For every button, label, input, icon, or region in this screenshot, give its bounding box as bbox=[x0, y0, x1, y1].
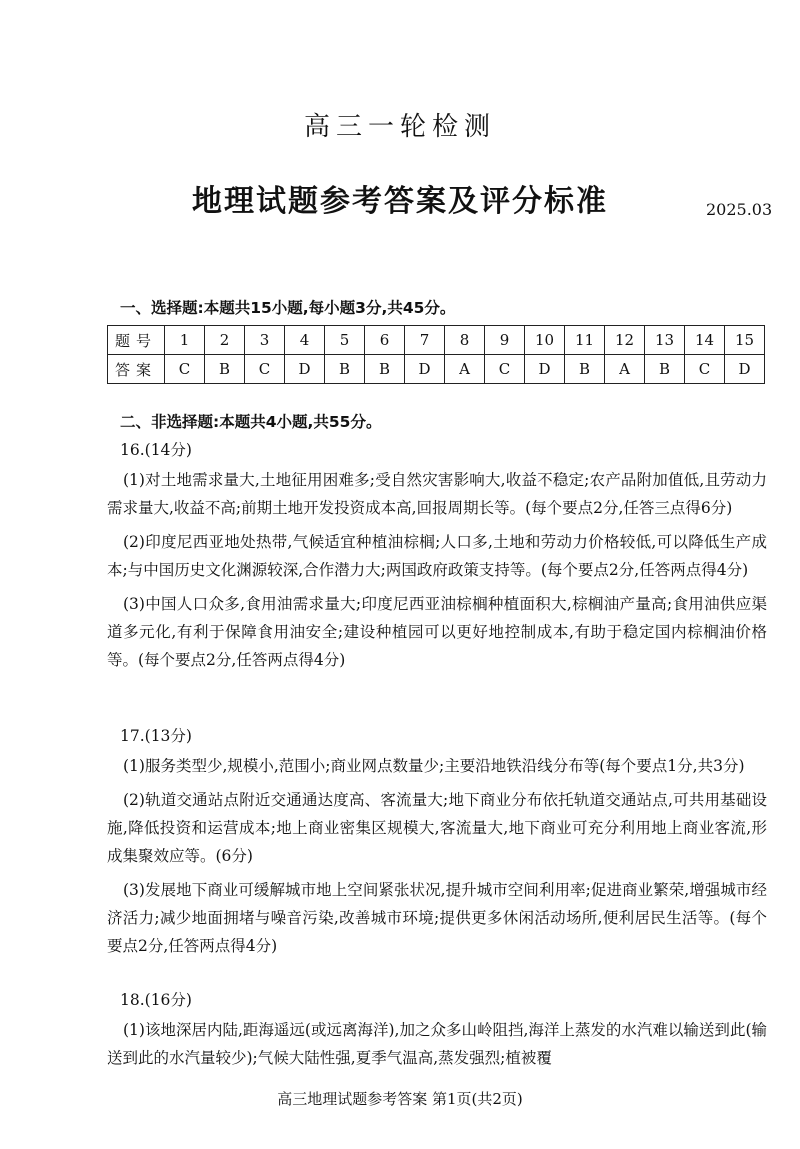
question-18-answers bbox=[107, 1016, 767, 1078]
question-number: 6 bbox=[365, 326, 405, 355]
question-number: 13 bbox=[645, 326, 685, 355]
answer-cell: A bbox=[605, 355, 645, 384]
answer-cell: C bbox=[485, 355, 525, 384]
page-footer: 高三地理试题参考答案 第1页(共2页) bbox=[277, 1090, 523, 1108]
q17-part-2: (2)轨道交通站点附近交通通达度高、客流量大;地下商业分布依托轨道交通站点,可共用基础设施,降低投资和运营成本;地上商业密集区规模大,客流量大,地下商业可充分利用地上商业客流,形成集聚效应等。(6分) bbox=[107, 791, 767, 865]
answer-cell: D bbox=[525, 355, 565, 384]
question-number: 1 bbox=[165, 326, 205, 355]
exam-name: 高三一轮检测 bbox=[303, 112, 496, 142]
question-number: 10 bbox=[525, 326, 565, 355]
answer-cell: C bbox=[165, 355, 205, 384]
answer-cell: C bbox=[245, 355, 285, 384]
question-number: 3 bbox=[245, 326, 285, 355]
answer-cell: A bbox=[445, 355, 485, 384]
section-2-heading: 二、非选择题:本题共4小题,共55分。 bbox=[120, 413, 382, 431]
answer-cell: B bbox=[645, 355, 685, 384]
q16-part-2: (2)印度尼西亚地处热带,气候适宜种植油棕榈;人口多,土地和劳动力价格较低,可以降低生产成本;与中国历史文化渊源较深,合作潜力大;两国政府政策支持等。(每个要点2分,任答两点得4分) bbox=[107, 533, 767, 579]
question-number: 8 bbox=[445, 326, 485, 355]
q17-part-1: (1)服务类型少,规模小,范围小;商业网点数量少;主要沿地铁沿线分布等(每个要点1分,共3分) bbox=[123, 757, 745, 775]
q18-part-1: (1)该地深居内陆,距海遥远(或远离海洋),加之众多山岭阻挡,海洋上蒸发的水汽难以输送到此(输送到此的水汽量较少);气候大陆性强,夏季气温高,蒸发强烈;植被覆 bbox=[107, 1021, 767, 1067]
answer-cell: B bbox=[205, 355, 245, 384]
q16-part-1: (1)对土地需求量大,土地征用困难多;受自然灾害影响大,收益不稳定;农产品附加值低,且劳动力需求量大,收益不高;前期土地开发投资成本高,回报周期长等。(每个要点2分,任答三点得6分) bbox=[107, 471, 767, 517]
q16-part-3: (3)中国人口众多,食用油需求量大;印度尼西亚油棕榈种植面积大,棕榈油产量高;食用油供应渠道多元化,有利于保障食用油安全;建设种植园可以更好地控制成本,有助于稳定国内棕榈油价格等。(每个要点2分,任答两点得4分) bbox=[107, 595, 767, 669]
question-number: 5 bbox=[325, 326, 365, 355]
question-16-answers bbox=[107, 466, 767, 680]
answer-cell: D bbox=[285, 355, 325, 384]
question-16-label: 16.(14分) bbox=[120, 441, 192, 459]
section-1-heading: 一、选择题:本题共15小题,每小题3分,共45分。 bbox=[120, 299, 456, 317]
answer-cell: B bbox=[325, 355, 365, 384]
answer-table bbox=[107, 325, 765, 384]
page-title: 地理试题参考答案及评分标准 bbox=[192, 184, 608, 219]
question-number-row bbox=[108, 326, 765, 355]
row-label-answer: 答案 bbox=[108, 355, 165, 384]
answer-cell: D bbox=[405, 355, 445, 384]
answer-cell: B bbox=[565, 355, 605, 384]
answer-cell: C bbox=[685, 355, 725, 384]
question-number: 7 bbox=[405, 326, 445, 355]
question-number: 2 bbox=[205, 326, 245, 355]
question-17-label: 17.(13分) bbox=[120, 727, 192, 745]
question-number: 9 bbox=[485, 326, 525, 355]
exam-date: 2025.03 bbox=[706, 200, 773, 219]
row-label-number: 题号 bbox=[108, 326, 165, 355]
question-number: 15 bbox=[725, 326, 765, 355]
answer-cell: D bbox=[725, 355, 765, 384]
answer-cell: B bbox=[365, 355, 405, 384]
question-number: 12 bbox=[605, 326, 645, 355]
question-17-answers bbox=[107, 752, 767, 966]
answer-row bbox=[108, 355, 765, 384]
question-18-label: 18.(16分) bbox=[120, 991, 192, 1009]
question-number: 4 bbox=[285, 326, 325, 355]
question-number: 14 bbox=[685, 326, 725, 355]
q17-part-3: (3)发展地下商业可缓解城市地上空间紧张状况,提升城市空间利用率;促进商业繁荣,增强城市经济活力;减少地面拥堵与噪音污染,改善城市环境;提供更多休闲活动场所,便利居民生活等。(每个要点2分,任答两点得4分) bbox=[107, 881, 767, 955]
question-number: 11 bbox=[565, 326, 605, 355]
